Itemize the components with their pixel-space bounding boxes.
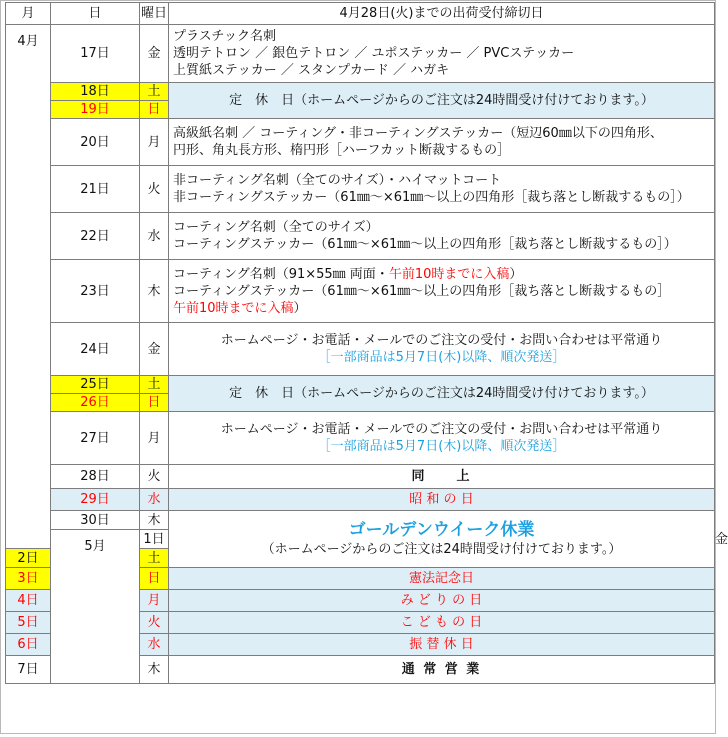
desc-cell [169,260,715,323]
table-row [6,83,715,101]
desc-line: コーティング名刺（全てのサイズ） [173,220,379,235]
day-cell: 23日 [51,260,140,323]
weekday-cell: 火 [140,166,169,213]
desc-line: 上質紙ステッカー ／ スタンプカード ／ ハガキ [173,63,450,78]
desc-cell: 通 常 営 業 [169,656,715,684]
day-cell: 17日 [51,25,140,83]
weekday-cell: 日 [140,394,169,412]
holiday-cell: 定 休 日（ホームページからのご注文は24時間受け付けております。） [169,376,715,412]
day-cell: 4日 [6,590,51,612]
weekday-cell: 金 [140,323,169,376]
table-row [6,376,715,394]
desc-line: 円形、角丸長方形、楕円形［ハーフカット断裁するもの］ [173,143,511,158]
header-month: 月 [6,3,51,25]
gw-subtitle: （ホームページからのご注文は24時間受け付けております。） [261,542,622,557]
day-cell: 24日 [51,323,140,376]
header-row [6,3,715,25]
weekday-cell: 月 [140,590,169,612]
desc-text: ） [509,266,523,282]
weekday-cell: 土 [140,376,169,394]
day-cell: 20日 [51,119,140,166]
day-cell: 3日 [6,568,51,590]
desc-line: 非コーティングステッカー（61㎜～×61㎜～以上の四角形［裁ち落とし断裁するもの］） [173,190,690,205]
desc-cell [169,119,715,166]
day-cell: 19日 [51,101,140,119]
day-cell: 1日 [140,530,169,549]
day-cell: 28日 [51,465,140,489]
holiday-cell: 定 休 日（ホームページからのご注文は24時間受け付けております。） [169,83,715,119]
desc-line [173,266,714,283]
table-row [6,412,715,465]
weekday-cell: 月 [140,119,169,166]
desc-line: プラスチック名刺 [173,29,276,44]
day-cell: 30日 [51,511,140,530]
day-cell: 2日 [6,549,51,568]
month-april: 4月 [6,25,51,549]
table-row: 5月 1日 金 [6,530,715,549]
desc-cell: 同 上 [169,465,715,489]
weekday-cell: 火 [140,465,169,489]
desc-cell [169,323,715,376]
holiday-name: 憲法記念日 [169,568,715,590]
table-row [6,511,715,530]
table-row [6,465,715,489]
weekday-cell: 木 [140,511,169,530]
desc-text: ） [293,300,307,316]
table-row [6,323,715,376]
day-cell: 18日 [51,83,140,101]
day-cell: 21日 [51,166,140,213]
table-row [6,25,715,83]
gw-cell [169,511,715,568]
weekday-cell: 木 [140,656,169,684]
shipping-note: ［一部商品は5月7日(木)以降、順次発送］ [317,439,566,454]
month-may: 5月 [51,530,140,684]
holiday-name: み ど り の 日 [169,590,715,612]
weekday-cell: 木 [140,260,169,323]
header-weekday: 曜日 [140,3,169,25]
weekday-cell: 日 [140,101,169,119]
table-row [6,166,715,213]
weekday-cell: 火 [140,612,169,634]
day-cell: 27日 [51,412,140,465]
desc-line [173,300,714,317]
schedule-table [5,2,728,684]
holiday-name: こ ど も の 日 [169,612,715,634]
desc-line: 透明テトロン ／ 銀色テトロン ／ ユポステッカー ／ PVCステッカー [173,46,575,61]
weekday-cell: 水 [140,634,169,656]
desc-cell [169,412,715,465]
weekday-cell: 水 [140,213,169,260]
day-cell: 7日 [6,656,51,684]
holiday-name: 振 替 休 日 [169,634,715,656]
desc-cell [169,25,715,83]
deadline-note: 午前10時までに入稿 [388,266,510,282]
table-row [6,260,715,323]
desc-line: コーティングステッカー（61㎜～×61㎜～以上の四角形［裁ち落とし断裁するもの］ [173,283,671,299]
desc-line: ホームページ・お電話・メールでのご注文の受付・お問い合わせは平常通り [220,422,663,437]
table-row [6,489,715,511]
gw-title: ゴールデンウイーク休業 [348,520,535,540]
header-day: 日 [51,3,140,25]
weekday-cell: 土 [140,549,169,568]
weekday-cell: 金 [140,25,169,83]
weekday-cell: 日 [140,568,169,590]
desc-line: コーティングステッカー（61㎜～×61㎜～以上の四角形［裁ち落とし断裁するもの］） [173,237,677,252]
desc-cell [169,166,715,213]
desc-line: 非コーティング名刺（全てのサイズ）・ハイマットコート [173,173,502,188]
table-row [6,119,715,166]
day-cell: 25日 [51,376,140,394]
day-cell: 22日 [51,213,140,260]
weekday-cell: 月 [140,412,169,465]
shipping-note: ［一部商品は5月7日(木)以降、順次発送］ [317,350,566,365]
table-row [6,213,715,260]
desc-cell [169,213,715,260]
desc-text: コーティング名刺（91×55㎜ 両面・ [173,266,389,282]
header-title: 4月28日(火)までの出荷受付締切日 [169,3,715,25]
day-cell: 29日 [51,489,140,511]
day-cell: 6日 [6,634,51,656]
desc-line: 高級紙名刺 ／ コーティング・非コーティングステッカー（短辺60㎜以下の四角形、 [173,126,663,141]
day-cell: 5日 [6,612,51,634]
holiday-name: 昭 和 の 日 [169,489,715,511]
weekday-cell: 水 [140,489,169,511]
day-cell: 26日 [51,394,140,412]
desc-line: ホームページ・お電話・メールでのご注文の受付・お問い合わせは平常通り [220,333,663,348]
weekday-cell: 土 [140,83,169,101]
deadline-note: 午前10時までに入稿 [173,300,294,316]
